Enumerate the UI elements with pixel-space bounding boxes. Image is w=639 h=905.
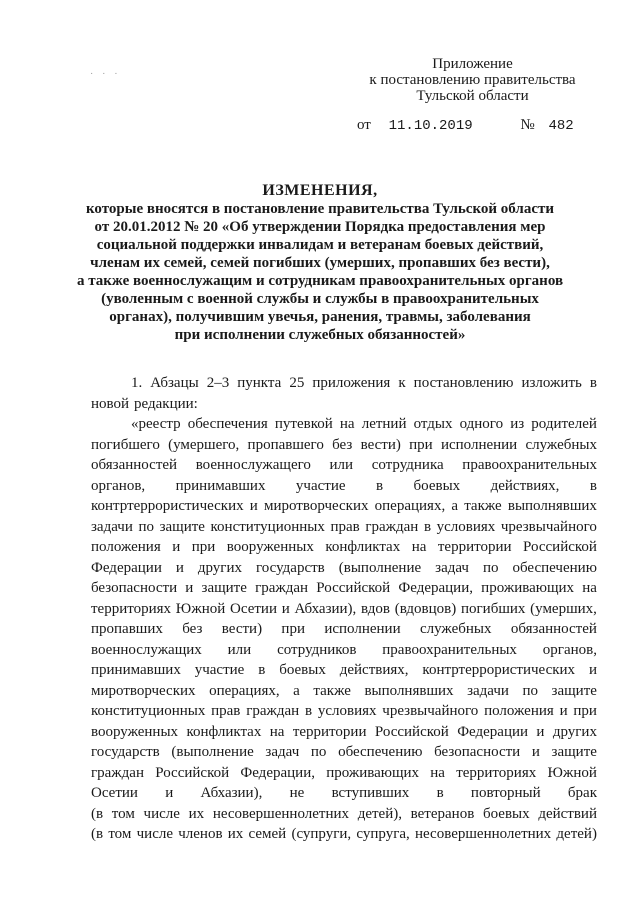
body-word: «реестр xyxy=(131,416,181,432)
body-word: их xyxy=(188,805,205,822)
body-word: пункта xyxy=(237,375,282,391)
body-word: по xyxy=(522,682,538,699)
body-word: задачи xyxy=(91,518,133,535)
title-line: членам их семей, семей погибших (умерших, пропавших без вести), xyxy=(90,255,550,271)
body-line xyxy=(91,701,597,722)
body-line xyxy=(91,681,597,702)
body-word: вооруженных xyxy=(91,723,179,740)
body-word: а xyxy=(293,682,300,699)
body-line xyxy=(91,640,597,661)
body-word: также xyxy=(464,498,502,514)
body-word: Федерации xyxy=(91,559,162,576)
title-line: социальной поддержки инвалидам и ветеранам боевых действий, xyxy=(96,237,544,253)
body-word: и xyxy=(559,703,568,719)
annex-line-1: Приложение xyxy=(432,56,513,72)
body-word: правоохранительных xyxy=(462,457,597,473)
body-word: Федерации, xyxy=(398,580,473,596)
body-word: обеспечению xyxy=(512,559,597,576)
body-word: Осетии xyxy=(91,785,138,801)
body-word: положения xyxy=(91,539,161,555)
body-word: боевых xyxy=(279,662,326,678)
document-title xyxy=(40,182,600,344)
body-word: новой xyxy=(91,395,130,412)
title-lines xyxy=(40,200,600,344)
body-word: исполнении xyxy=(440,436,518,453)
body-word: семей xyxy=(248,826,287,842)
body-line xyxy=(91,455,597,476)
body-word: военнослужащего xyxy=(195,457,311,473)
body-word: конфликтах xyxy=(325,539,401,555)
body-word: на xyxy=(269,723,285,740)
scan-specks: · · · xyxy=(90,68,121,79)
body-word: принимавших xyxy=(91,662,181,678)
body-word: защите xyxy=(159,518,205,535)
body-word: при xyxy=(409,436,433,453)
body-word: прав xyxy=(211,703,241,719)
body-word: вдов xyxy=(361,600,390,617)
body-word: по xyxy=(138,518,154,535)
body-word: Федерации xyxy=(457,723,529,740)
body-word: действий xyxy=(538,805,597,822)
body-line xyxy=(91,824,597,845)
body-word: органов, xyxy=(542,641,597,658)
body-word: числе xyxy=(136,826,173,842)
body-word: изложить xyxy=(521,375,582,391)
body-word: проживающих xyxy=(481,580,575,596)
body-word: положения xyxy=(484,703,554,719)
body-word: брак xyxy=(567,785,597,801)
body-word: боевых xyxy=(482,805,530,822)
body-word: детей), xyxy=(357,805,402,822)
body-line xyxy=(91,599,597,620)
body-word: летний xyxy=(361,416,407,432)
body-word: или xyxy=(227,641,252,658)
body-word: из xyxy=(510,416,525,432)
body-line xyxy=(91,537,597,558)
body-word: конституционных xyxy=(210,518,325,535)
body-word: Абхазии), xyxy=(200,785,263,801)
body-word: Российской xyxy=(155,764,230,781)
body-word: военнослужащих xyxy=(91,641,202,658)
body-word: вести) xyxy=(221,621,263,637)
body-word: граждан xyxy=(255,580,309,596)
body-word: на xyxy=(582,580,597,596)
body-word: по xyxy=(310,744,327,760)
body-word: операциях, xyxy=(374,498,446,514)
body-word: детей) xyxy=(556,826,597,842)
body-word: органов, xyxy=(91,477,146,494)
body-word: правоохранительных xyxy=(382,641,517,658)
body-word: числе xyxy=(143,805,180,822)
body-word: (вдовцов) xyxy=(394,600,457,617)
body-word: при xyxy=(281,621,305,637)
body-word: участие xyxy=(295,477,346,494)
body-word: контртеррористических xyxy=(422,662,576,678)
body-word: условиях xyxy=(317,703,377,719)
body-word: территориях xyxy=(91,600,172,617)
body-word: миротворческих xyxy=(91,682,196,699)
body-word: путевкой xyxy=(274,416,333,432)
body-word: и xyxy=(249,498,258,514)
body-line xyxy=(91,783,597,804)
body-word: и xyxy=(588,662,597,678)
body-word: других xyxy=(552,723,597,740)
body-word: защите xyxy=(551,744,597,760)
body-word: повторный xyxy=(470,785,541,801)
body-word: на xyxy=(339,416,355,432)
body-word: в xyxy=(258,662,266,678)
body-word: безопасности xyxy=(91,580,178,596)
body-word: Российской xyxy=(316,580,391,596)
body-word: Федерации, xyxy=(240,764,315,781)
body-word: пропавших xyxy=(91,621,163,637)
decree-number-sign: № xyxy=(520,117,535,133)
body-word: не xyxy=(289,785,305,801)
body-word: Абхазии), xyxy=(294,600,357,617)
body-word: условиях xyxy=(436,518,496,535)
annex-line-2: к постановлению правительства xyxy=(369,72,576,88)
body-word: и xyxy=(175,559,184,576)
body-word: других xyxy=(197,559,242,576)
title-line: при исполнении служебных обязанностей» xyxy=(174,327,466,343)
body-line xyxy=(91,619,597,640)
body-word: 1. xyxy=(131,375,143,391)
body-word: (в xyxy=(91,826,104,842)
body-word: погибшего xyxy=(91,436,160,453)
title-heading: ИЗМЕНЕНИЯ, xyxy=(262,182,378,199)
body-line xyxy=(91,558,597,579)
decree-prefix: от xyxy=(357,117,371,133)
body-word: несовершеннолетних xyxy=(415,826,552,842)
body-word: граждан xyxy=(246,703,300,719)
body-word: в xyxy=(589,477,597,494)
body-word: принимавших xyxy=(175,477,266,494)
body-word: служебных xyxy=(419,621,492,637)
body-word: безопасности xyxy=(434,744,521,760)
title-line: (уволенным с военной службы и службы в правоохранительных xyxy=(101,291,539,307)
body-word: миротворческих xyxy=(263,498,369,514)
body-word: (супруги, xyxy=(291,826,352,842)
body-line xyxy=(91,373,597,394)
body-word: Абзацы xyxy=(150,375,199,391)
body-word: супруга, xyxy=(356,826,410,842)
body-word: боевых xyxy=(413,477,461,494)
decree-date: 11.10.2019 xyxy=(388,118,473,134)
body-word: членов xyxy=(178,826,223,842)
body-word: (умерших, xyxy=(530,600,597,617)
body-word: и xyxy=(531,744,540,760)
body-word: государств xyxy=(91,744,160,760)
title-line: от 20.01.2012 № 20 «Об утверждении Порядка предоставления мер xyxy=(94,219,546,235)
body-word: их xyxy=(227,826,244,842)
body-word: выполнявших xyxy=(507,498,597,514)
body-word: обязанностей xyxy=(91,457,178,473)
body-word: действиях, xyxy=(339,662,409,678)
body-line xyxy=(91,394,597,415)
body-word: или xyxy=(329,457,354,473)
body-word: государств xyxy=(256,559,325,576)
body-word: действиях, xyxy=(490,477,560,494)
decree-date-number xyxy=(357,117,574,134)
body-word: (выполнение xyxy=(171,744,254,760)
body-line xyxy=(91,722,597,743)
body-word: Российской xyxy=(523,539,597,555)
body-word: ветеранов xyxy=(410,805,475,822)
body-word: отдых xyxy=(413,416,453,432)
body-word: одного xyxy=(459,416,504,432)
body-word: Российской xyxy=(374,723,449,740)
body-word: в xyxy=(423,518,432,535)
body-word: по xyxy=(482,559,499,576)
body-word: без xyxy=(182,621,203,637)
body-word: вооруженных xyxy=(226,539,314,555)
body-line xyxy=(91,496,597,517)
body-word: обеспечения xyxy=(187,416,268,432)
body-line xyxy=(91,414,597,435)
title-line: а также военнослужащим и сотрудникам правоохранительных органов xyxy=(76,273,564,289)
document-body xyxy=(91,373,597,845)
body-word: территории xyxy=(437,539,512,555)
body-word: Южной xyxy=(547,764,597,781)
body-word: родителей xyxy=(531,416,597,432)
body-line xyxy=(91,660,597,681)
body-word: том xyxy=(111,805,135,822)
body-word: сотрудника xyxy=(371,457,444,473)
body-line xyxy=(91,517,597,538)
body-word: в xyxy=(375,477,384,494)
body-word: 25 xyxy=(289,375,305,391)
body-word: без xyxy=(332,436,353,453)
body-word: конфликтах xyxy=(186,723,262,740)
body-word: проживающих xyxy=(326,764,420,781)
body-word: и xyxy=(165,785,174,801)
body-word: территории xyxy=(292,723,367,740)
body-word: несовершеннолетних xyxy=(212,805,349,822)
body-word: задач xyxy=(265,744,300,760)
body-line xyxy=(91,804,597,825)
body-word: вступивших xyxy=(331,785,410,801)
body-word: постановлению xyxy=(413,375,514,391)
annex-line-3: Тульской области xyxy=(416,88,529,104)
body-line xyxy=(91,742,597,763)
body-word: также xyxy=(313,682,351,699)
body-word: сотрудников xyxy=(277,641,357,658)
body-word: а xyxy=(451,498,459,514)
title-line: которые вносятся в постановление правительства Тульской области xyxy=(85,201,555,217)
body-word: приложения xyxy=(312,375,391,391)
body-line xyxy=(91,763,597,784)
body-word: в xyxy=(436,785,444,801)
body-word: Южной xyxy=(175,600,226,617)
body-word: обязанностей xyxy=(510,621,597,637)
body-line xyxy=(91,476,597,497)
body-word: прав xyxy=(330,518,360,535)
body-word: исполнении xyxy=(324,621,401,637)
body-word: (в xyxy=(91,805,104,822)
decree-number: 482 xyxy=(548,118,574,134)
title-line: органах), получившим увечья, ранения, травмы, заболевания xyxy=(109,309,531,325)
body-word: граждан xyxy=(91,764,144,781)
body-word: и xyxy=(536,723,545,740)
body-word: конституционных xyxy=(91,703,206,719)
body-word: чрезвычайного xyxy=(500,518,597,535)
body-word: на xyxy=(411,539,427,555)
body-word: защите xyxy=(201,580,247,596)
body-word: 2–3 xyxy=(206,375,230,391)
body-word: пропавшего xyxy=(247,436,324,453)
body-word: служебных xyxy=(525,436,597,453)
body-word: и xyxy=(172,539,181,555)
body-word: при xyxy=(191,539,216,555)
body-word: (умершего, xyxy=(168,436,240,453)
body-word: чрезвычайного xyxy=(382,703,479,719)
body-word: редакции: xyxy=(134,395,198,412)
body-word: участие xyxy=(194,662,245,678)
body-word: (выполнение xyxy=(338,559,422,576)
body-word: обеспечению xyxy=(338,744,423,760)
body-word: и xyxy=(185,580,194,596)
body-word: граждан xyxy=(365,518,419,535)
body-word: операциях, xyxy=(209,682,280,699)
body-line xyxy=(91,578,597,599)
body-word: к xyxy=(398,375,406,391)
body-word: при xyxy=(573,703,597,719)
body-word: территориях xyxy=(456,764,537,781)
body-word: на xyxy=(430,764,445,781)
body-word: Осетии xyxy=(230,600,277,617)
body-word: выполнявших xyxy=(364,682,454,699)
body-word: погибших xyxy=(460,600,526,617)
body-word: задач xyxy=(435,559,469,576)
body-word: контртеррористических xyxy=(91,498,244,514)
body-word: защите xyxy=(551,682,597,699)
body-word: задачи xyxy=(467,682,509,699)
body-word: том xyxy=(108,826,132,842)
body-word: и xyxy=(281,600,290,617)
body-word: вести) xyxy=(360,436,401,453)
body-word: в xyxy=(589,375,597,391)
body-line xyxy=(91,435,597,456)
body-word: в xyxy=(304,703,313,719)
annex-block xyxy=(350,56,595,104)
